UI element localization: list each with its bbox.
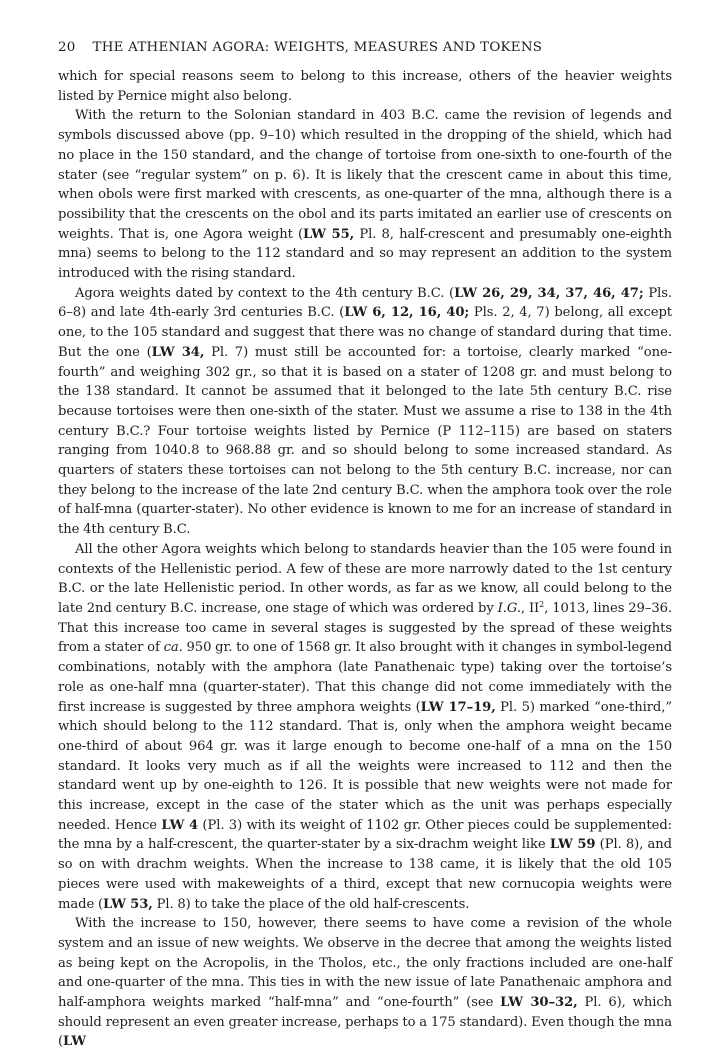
text-run: (Pl. 8), and so on with drachm weights. When the increase to 138 came, it is likely that the old 105 pieces were used with makeweights of a third, except that new cornucopia weights were made ( — [58, 837, 672, 912]
text-run: Pl. 8) to take the place of the old half-crescents. — [152, 896, 470, 912]
text-run: which for special reasons seem to belong to this increase, others of the heavier weights listed by Pernice might also belong. — [58, 69, 672, 104]
text-run: (Pl. 3) with its weight of 1102 gr. Other pieces could be supplemented: the mna by a half-crescent, the quarter-stater by a six-drachm weight like — [58, 817, 673, 853]
text-run: Pl. 8, half-crescent and presumably one-eighth mna) seems to belong to the 112 standard and so may represent an addition to the system introduced with the rising standard. — [58, 226, 673, 282]
catalogue-reference: LW 59 — [549, 837, 596, 853]
text-run: , II — [520, 600, 540, 616]
catalogue-reference: LW 34, — [151, 344, 205, 360]
catalogue-reference: LW 26, 29, 34, 37, 46, 47; — [454, 285, 644, 301]
catalogue-reference: LW 53, — [103, 896, 153, 912]
paragraph — [58, 106, 672, 283]
text-run: Pl. 5) marked “one-third,” which should belong to the 112 standard. That is, only when the amphora weight became one-third of about 964 gr. was it large enough to become one-half of a mna on the 150 standard. It looks very much as if all the weights were increased to 112 and then the standard went up by one-eighth to 126. It is possible that new weights were not made for this increase, except in the case of the stater which as the unit was perhaps especially needed. Hence — [58, 699, 672, 833]
italic-text: I.G. — [497, 600, 521, 616]
text-run: , 1013, lines 29–36. That this increase too came in several stages is suggested by the spread of these weights from a stater of — [58, 600, 672, 656]
text-run: Pl. 6), which should represent an even greater increase, perhaps to a 175 standard). Even though the mna ( — [58, 995, 672, 1050]
text-run: Pls. 6–8) and late 4th-early 3rd centuries B.C. ( — [58, 285, 672, 321]
superscript: 2 — [539, 599, 545, 609]
text-run: Pl. 7) must still be accounted for: a tortoise, clearly marked “one-fourth” and weighing 302 gr., so that it is based on a stater of 1208 gr. and must belong to the 138 standard. It cannot be assumed that it belonged to the late 5th century B.C. rise because tortoises were then one-sixth of the stater. Must we assume a rise to 138 in the 4th century B.C.? Four tortoise weights listed by Pernice (P 112–115) are based on staters ranging from 1040.8 to 968.88 gr. and so should belong to some increased standard. As quarters of staters these tortoises can not belong to the 5th century B.C. increase, nor can they belong to the increase of the late 2nd century B.C. when the amphora took over the role of half-mna (quarter-stater). No other evidence is known to me for an increase of standard in the 4th century B.C. — [58, 344, 673, 538]
running-head — [58, 40, 672, 55]
catalogue-reference: LW — [63, 1034, 86, 1050]
text-run: With the increase to 150, however, there seems to have come a revision of the whole system and an issue of new weights. We observe in the decree that among the weights listed as being kept on the Acropolis, in the Tholos, etc., the only fractions included are one-half and one-quarter of the mna. This ties in with the new issue of late Panathenaic amphora and half-amphora weights marked “half-mna” and “one-fourth” (see — [58, 916, 672, 1011]
page-number: 20 — [58, 40, 76, 55]
paragraph — [58, 284, 672, 540]
italic-text: ca. — [163, 640, 183, 656]
catalogue-reference: LW 4 — [161, 817, 199, 833]
text-run: Agora weights dated by context to the 4th century B.C. ( — [75, 285, 455, 301]
paragraph — [58, 67, 672, 106]
page — [58, 40, 672, 1052]
catalogue-reference: LW 6, 12, 16, 40; — [344, 305, 470, 321]
text-run: 950 gr. to one of 1568 gr. It also brought with it changes in symbol-legend combinations, notably with the amphora (late Panathenaic type) taking over the tortoise’s role as one-half mna (quarter-stater). That this change did not come immediately with the first increase is suggested by three amphora weights ( — [58, 640, 672, 715]
paragraph — [58, 540, 672, 914]
body-text — [58, 67, 672, 1052]
catalogue-reference: LW 30–32, — [500, 995, 578, 1011]
text-run: Pls. 2, 4, 7) belong, all except one, to the 105 standard and suggest that there was no change of standard during that time. But the one ( — [58, 305, 673, 360]
paragraph — [58, 914, 672, 1052]
catalogue-reference: LW 55, — [303, 226, 355, 242]
running-title: THE ATHENIAN AGORA: WEIGHTS, MEASURES AND TOKENS — [92, 40, 543, 55]
text-run: All the other Agora weights which belong to standards heavier than the 105 were found in contexts of the Hellenistic period. A few of these are more narrowly dated to the 1st century B.C. or the late Hellenistic period. In other words, as far as we know, all could belong to the late 2nd century B.C. increase, one stage of which was ordered by — [58, 541, 672, 616]
text-run: With the return to the Solonian standard in 403 B.C. came the revision of legends and symbols discussed above (pp. 9–10) which resulted in the dropping of the shield, which had no place in the 150 standard, and the change of tortoise from one-sixth to one-fourth of the stater (see “regular system” on p. 6). It is likely that the crescent came in about this time, when obols were first marked with crescents, as one-quarter of the mna, although there is a possibility that the crescents on the obol and its parts imitated an earlier use of crescents on weights. That is, one Agora weight ( — [58, 108, 672, 242]
catalogue-reference: LW 17–19, — [420, 699, 496, 715]
